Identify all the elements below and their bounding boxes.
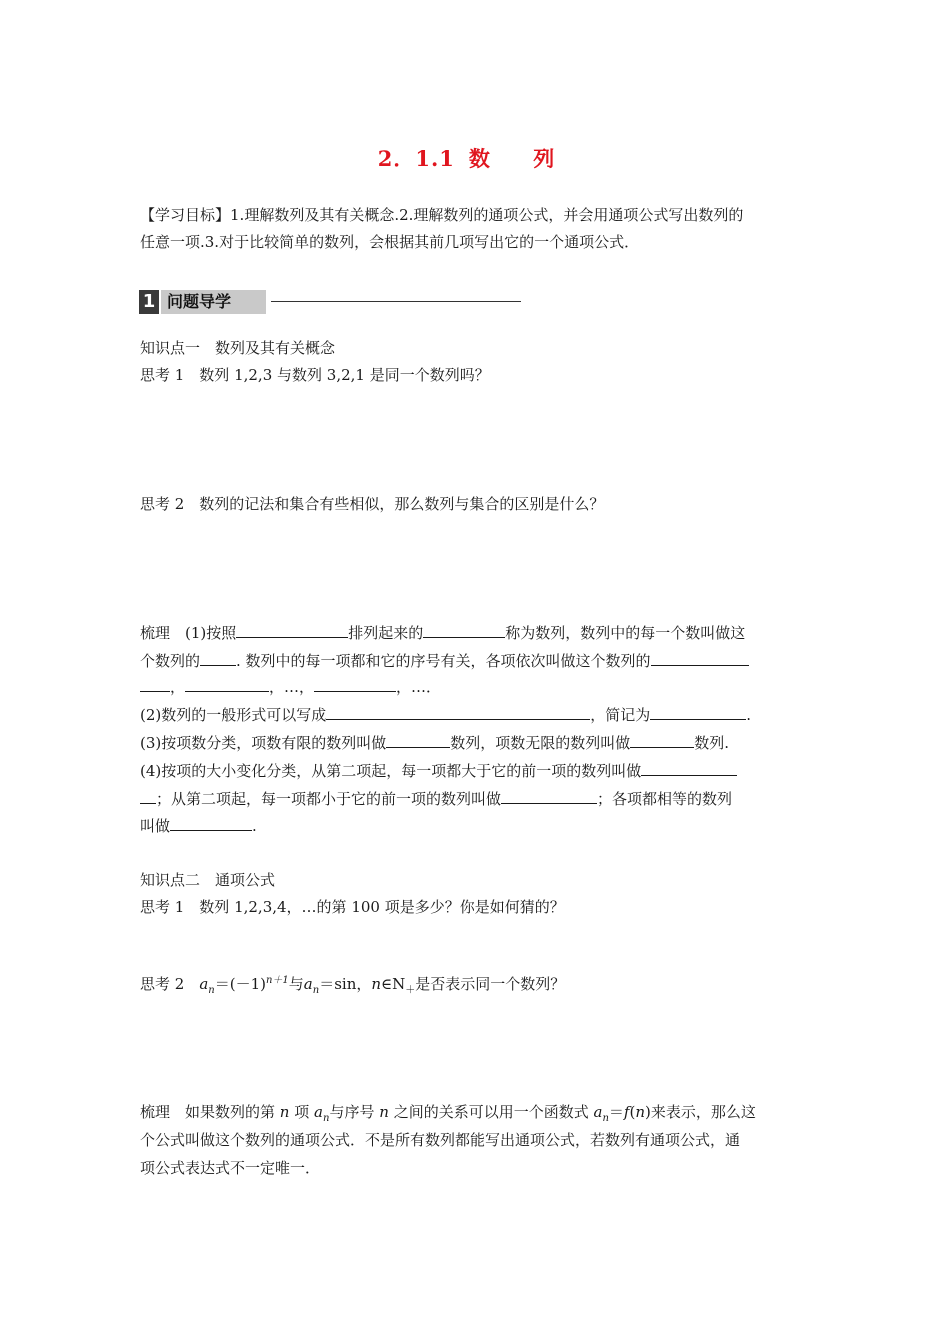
text: 与序号 <box>329 1103 375 1121</box>
text: ＝(－1) <box>214 975 266 993</box>
math-var: a <box>593 1103 603 1121</box>
math-var: n <box>379 1103 389 1121</box>
blank <box>651 650 749 666</box>
blank <box>185 676 269 692</box>
kp2-summary-line-1 <box>140 1102 812 1122</box>
text: ， <box>170 678 186 696</box>
title-text: 数 列 <box>468 146 573 171</box>
text: 个数列的 <box>140 652 201 670</box>
text: ，简记为 <box>590 706 651 724</box>
kp1-summary-line-5 <box>140 732 812 753</box>
text: ＝sin， <box>319 975 372 993</box>
math-sub: n <box>312 985 320 996</box>
text: ，…， <box>269 678 315 696</box>
text: (3)按项数分类，项数有限的数列叫做 <box>140 734 387 752</box>
text: 与 <box>288 975 304 993</box>
text: 数列，项数无限的数列叫做 <box>450 734 631 752</box>
blank <box>650 704 746 720</box>
text: 梳理 (1)按照 <box>140 624 237 642</box>
section-label: 问题导学 <box>161 290 266 314</box>
kp2-heading: 知识点二 通项公式 <box>140 871 276 889</box>
kp1-summary-line-6 <box>140 760 812 781</box>
math-sup: n＋1 <box>265 975 289 986</box>
math-sub: ＋ <box>405 985 416 996</box>
text: ，…． <box>396 678 442 696</box>
math-sub: n <box>208 985 215 996</box>
math-var: n <box>371 975 382 993</box>
text: 叫做 <box>140 817 171 835</box>
math-var: f <box>623 1103 630 1121</box>
text: 项 <box>294 1103 310 1121</box>
section-number: 1 <box>139 290 159 314</box>
kp1-summary-line-4 <box>140 704 812 725</box>
text: 之间的关系可以用一个函数式 <box>393 1103 589 1121</box>
section-rule <box>271 301 521 302</box>
math-var: n <box>279 1103 290 1121</box>
kp2-summary-line-2: 个公式叫做这个数列的通项公式．不是所有数列都能写出通项公式，若数列有通项公式，通 <box>140 1131 741 1149</box>
text: 排列起来的 <box>348 624 424 642</box>
objectives-line-2: 任意一项.3.对于比较简单的数列，会根据其前几项写出它的一个通项公式． <box>140 233 640 251</box>
text: . <box>746 706 752 724</box>
text: (2)数列的一般形式可以写成 <box>140 706 327 724</box>
kp2-summary-line-3: 项公式表达式不一定唯一． <box>140 1159 321 1177</box>
math-sub: n <box>602 1113 609 1124</box>
kp1-question-1: 思考 1 数列 1,2,3 与数列 3,2,1 是同一个数列吗？ <box>140 366 490 384</box>
math-sub: n <box>323 1113 330 1124</box>
kp1-summary-line-1 <box>140 622 812 643</box>
blank <box>386 732 450 748</box>
title-number: 2．1.1 <box>377 146 455 171</box>
objectives-line-1 <box>140 205 812 225</box>
blank <box>641 760 737 776</box>
text: ；从第二项起，每一项都小于它的前一项的数列叫做 <box>156 790 502 808</box>
blank <box>236 622 348 638</box>
blank <box>140 676 170 692</box>
blank <box>423 622 505 638</box>
objectives-text-1: 1.理解数列及其有关概念.2.理解数列的通项公式，并会用通项公式写出数列的 <box>230 206 744 224</box>
kp1-summary-line-2 <box>140 650 812 671</box>
text: ＝ <box>608 1103 624 1121</box>
text: 是否表示同一个数列？ <box>415 975 566 993</box>
kp1-summary-line-7 <box>140 788 812 809</box>
math-var: a <box>314 1103 323 1121</box>
kp2-question-2 <box>140 974 812 994</box>
kp1-heading: 知识点一 数列及其有关概念 <box>140 339 336 357</box>
blank <box>501 788 597 804</box>
text: ( <box>629 1103 636 1121</box>
text: ∈N <box>381 975 406 993</box>
kp2-question-1: 思考 1 数列 1,2,3,4，…的第 100 项是多少？你是如何猜的？ <box>140 898 565 916</box>
text: )来表示，那么这 <box>645 1103 756 1121</box>
kp1-question-2: 思考 2 数列的记法和集合有些相似，那么数列与集合的区别是什么？ <box>140 495 605 513</box>
kp1-summary-line-8 <box>140 815 812 836</box>
text: . 数列中的每一项都和它的序号有关，各项依次叫做这个数列的 <box>236 652 651 670</box>
text: ；各项都相等的数列 <box>597 790 733 808</box>
text: 数列. <box>694 734 730 752</box>
math-var: a <box>199 975 209 993</box>
text: 思考 2 <box>140 975 200 993</box>
blank <box>200 650 236 666</box>
blank <box>326 704 590 720</box>
text: (4)按项的大小变化分类，从第二项起，每一项都大于它的前一项的数列叫做 <box>140 762 642 780</box>
blank <box>140 788 156 804</box>
section-header <box>139 290 529 314</box>
text: . <box>252 817 257 835</box>
page-title <box>0 143 950 173</box>
blank <box>314 676 396 692</box>
text: 梳理 如果数列的第 <box>140 1103 276 1121</box>
blank <box>170 815 252 831</box>
math-var: a <box>303 975 313 993</box>
math-var: n <box>635 1103 646 1121</box>
objectives-tag: 【学习目标】 <box>140 206 231 224</box>
blank <box>630 732 694 748</box>
kp1-summary-line-3 <box>140 676 812 697</box>
text: 称为数列，数列中的每一个数叫做这 <box>505 624 746 642</box>
